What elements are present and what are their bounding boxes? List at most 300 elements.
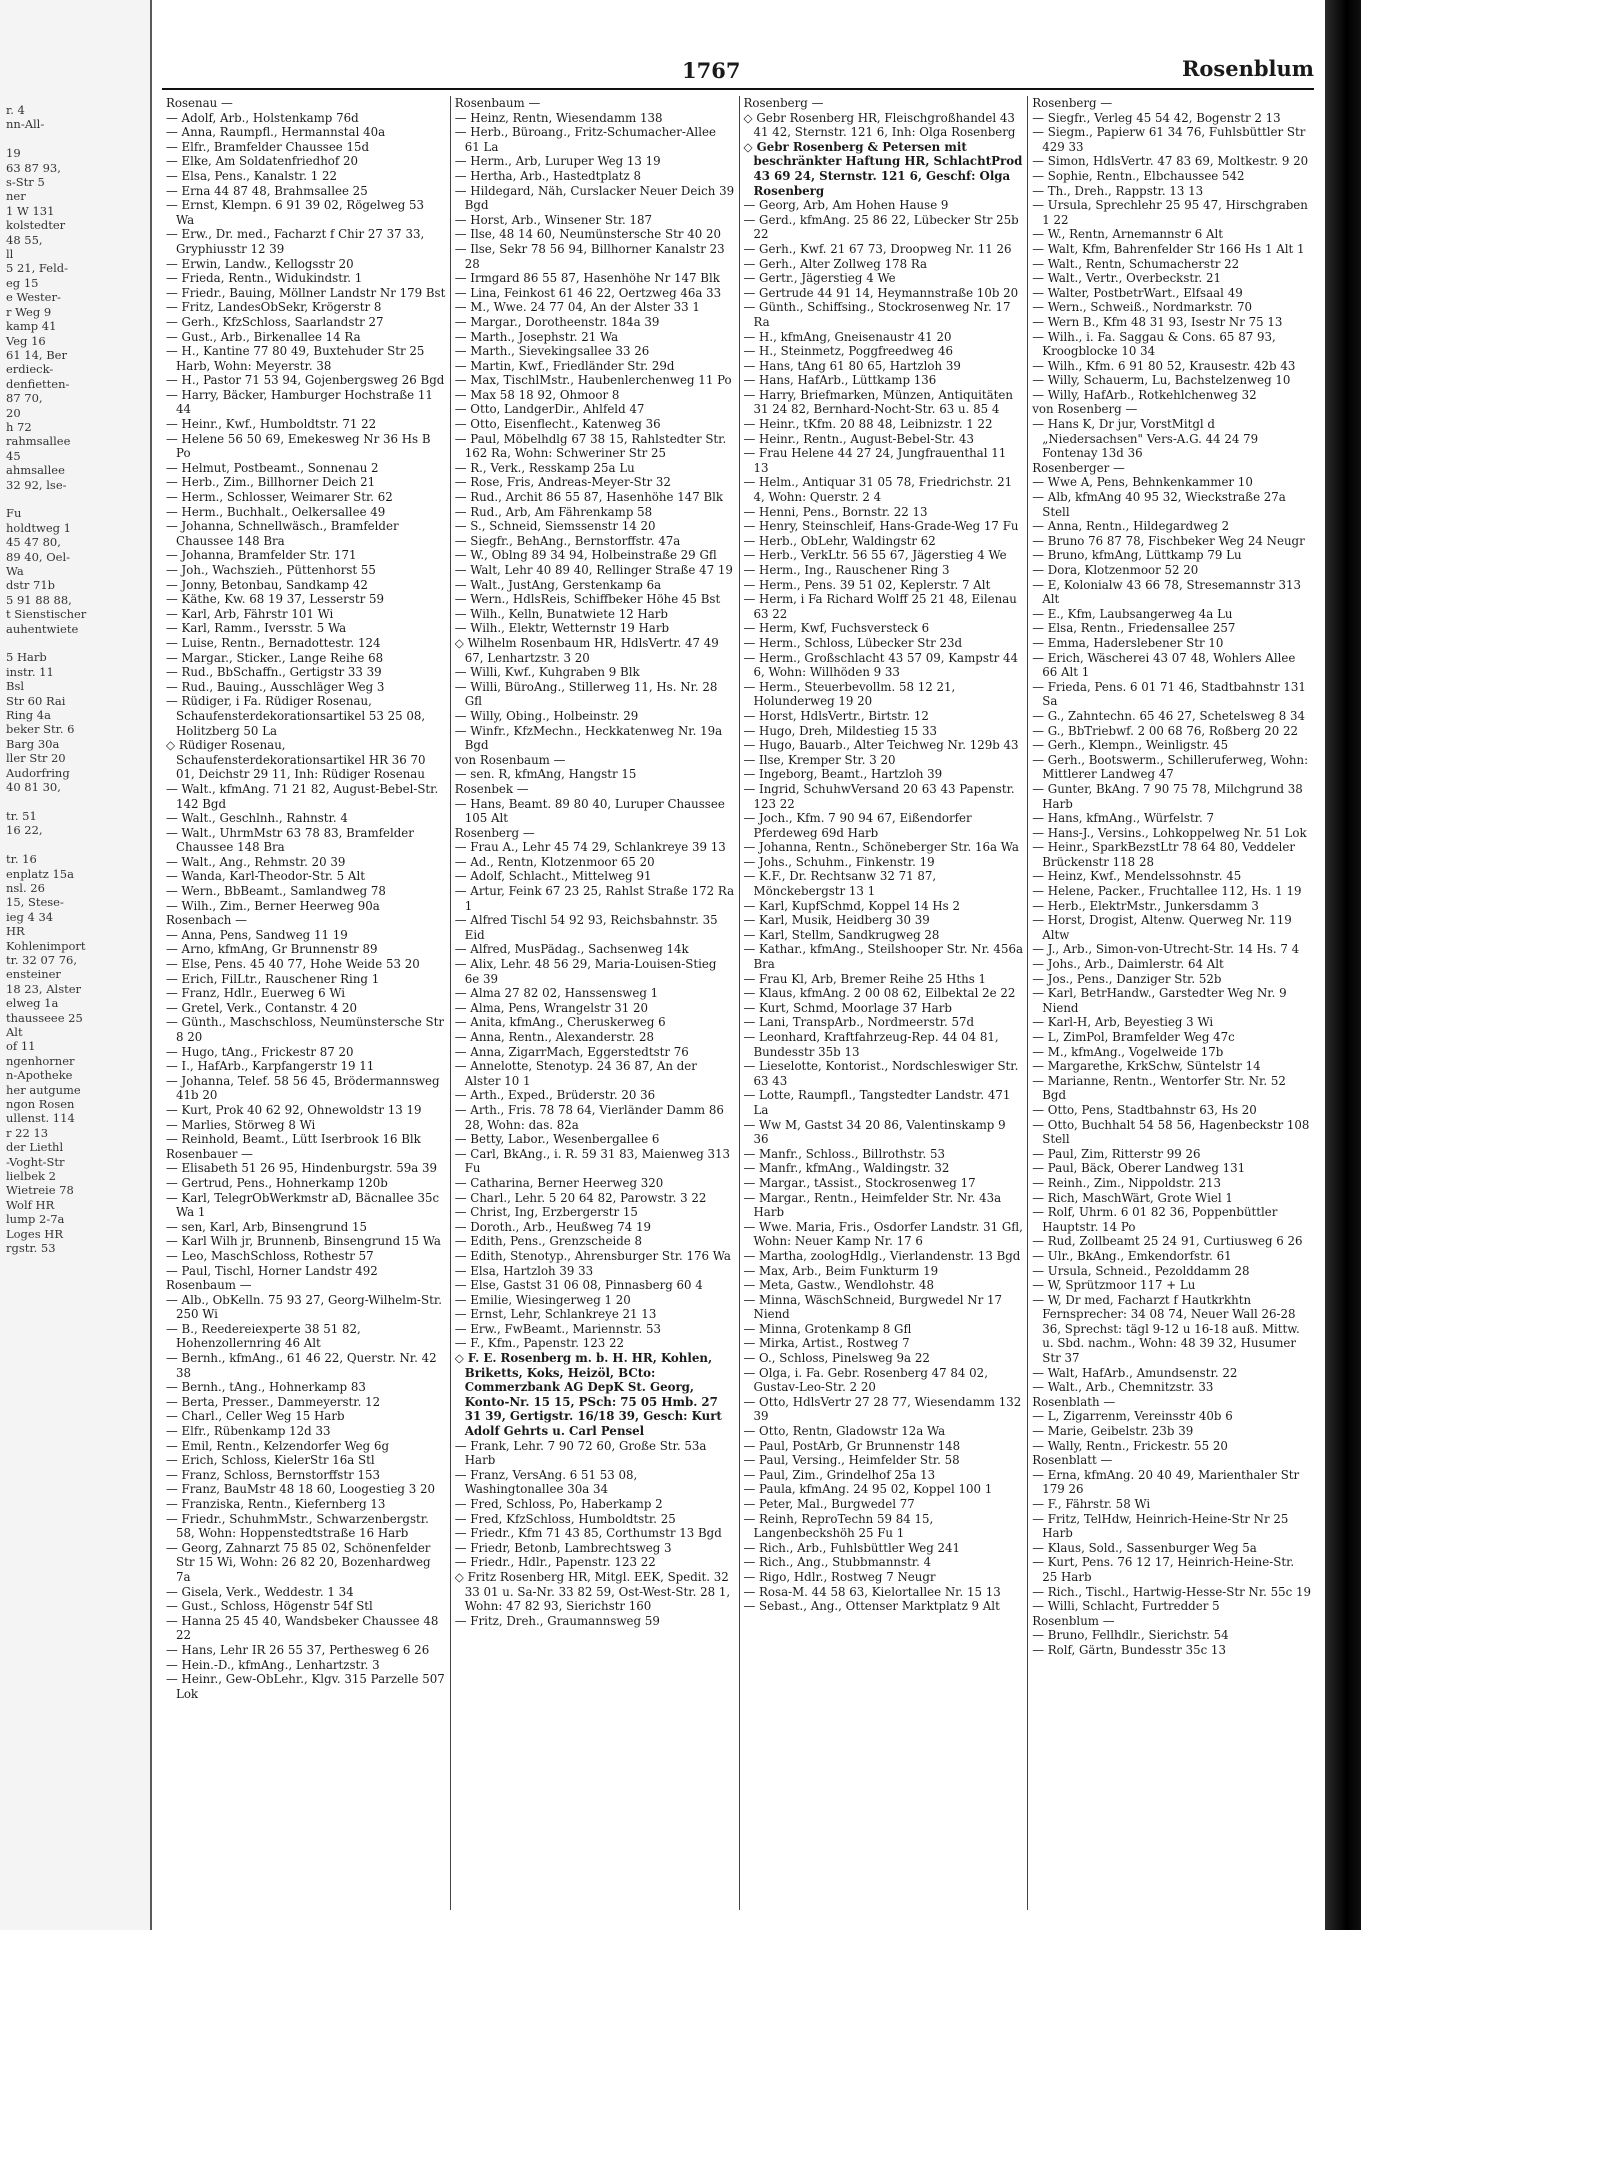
directory-entry: — Gretel, Verk., Contanstr. 4 20	[166, 1000, 358, 1015]
directory-entry: — Minna, Grotenkamp 8 Gfl	[743, 1321, 912, 1336]
directory-entry: — Emil, Rentn., Kelzendorfer Weg 6g	[166, 1438, 390, 1453]
directory-entry: — Frank, Lehr. 7 90 72 60, Große Str. 53a Harb	[454, 1438, 707, 1468]
directory-entry: — Martin, Kwf., Friedländer Str. 29d	[454, 358, 675, 373]
column-2	[450, 96, 739, 1910]
directory-entry: — Carl, BkAng., i. R. 59 31 83, Maienweg 313 Fu	[454, 1146, 731, 1176]
directory-entry: — Karl, KupfSchmd, Koppel 14 Hs 2	[743, 898, 960, 913]
directory-entry: — Heinz, Kwf., Mendelssohnstr. 45	[1032, 869, 1242, 884]
surname-heading: Rosenberg —	[1032, 96, 1113, 110]
directory-entry: — Heinz, Rentn, Wiesendamm 138	[454, 110, 663, 125]
directory-entry: — Catharina, Berner Heerweg 320	[454, 1175, 664, 1190]
directory-entry: — Franz, BauMstr 48 18 60, Loogestieg 3 20	[166, 1482, 436, 1497]
directory-entry: — H., kfmAng, Gneisenaustr 41 20	[743, 329, 952, 344]
previous-page-fragment: 61 14, Ber	[6, 347, 67, 362]
directory-entry: — Siegm., Papierw 61 34 76, Fuhlsbüttler Str 429 33	[1032, 125, 1306, 154]
directory-entry: — G., Zahntechn. 65 46 27, Schetelsweg 8 34	[1032, 708, 1305, 723]
directory-entry: — Paul, PostArb, Gr Brunnenstr 148	[743, 1438, 961, 1453]
directory-entry: — Paul, Zim, Ritterstr 99 26	[1032, 1146, 1201, 1161]
directory-entry: — Johanna, Bramfelder Str. 171	[166, 548, 357, 563]
directory-entry: — Helmut, Postbeamt., Sonnenau 2	[166, 460, 379, 475]
previous-page-fragment: holdtweg 1	[6, 520, 71, 535]
directory-entry: — Dora, Klotzenmoor 52 20	[1032, 563, 1199, 577]
directory-entry: — Hildegard, Näh, Curslacker Neuer Deich 39 Bgd	[454, 183, 735, 213]
directory-entry: — Herm., Großschlacht 43 57 09, Kampstr 44 6, Wohn: Willhöden 9 33	[743, 650, 1019, 680]
directory-entry: — Wanda, Karl-Theodor-Str. 5 Alt	[166, 869, 365, 884]
previous-page-fragment: ngon Rosen	[6, 1097, 75, 1112]
previous-page-fragment: rahmsallee	[6, 434, 71, 449]
directory-entry: — Wern., Schweiß., Nordmarkstr. 70	[1032, 300, 1252, 315]
previous-page-fragment: 45	[6, 448, 21, 463]
directory-entry: — Th., Dreh., Rappstr. 13 13	[1032, 183, 1204, 198]
directory-entry: — F., Fährstr. 58 Wi	[1032, 1497, 1151, 1511]
directory-entry: — Elisabeth 51 26 95, Hindenburgstr. 59a 39	[166, 1161, 438, 1176]
previous-page-fragment: denfietten-	[6, 376, 70, 391]
directory-entry: — Franz, Hdlr., Euerweg 6 Wi	[166, 986, 346, 1001]
directory-entry: — Max, TischlMstr., Haubenlerchenweg 11 Po	[454, 373, 732, 388]
previous-page-fragment: Bsl	[6, 679, 25, 694]
directory-entry: — Herm, Kwf, Fuchsversteck 6	[743, 621, 930, 636]
directory-entry: — Willi, Schlacht, Furtredder 5	[1032, 1599, 1220, 1614]
directory-entry: — Frau Helene 44 27 24, Jungfrauenthal 11 13	[743, 446, 1007, 475]
directory-entry: — Harry, Briefmarken, Münzen, Antiquitäten 31 24 82, Bernhard-Nocht-Str. 63 u. 85 4	[743, 387, 1013, 417]
directory-entry: — Gerh., Alter Zollweg 178 Ra	[743, 256, 928, 271]
directory-entry: — Sebast., Ang., Ottenser Marktplatz 9 Alt	[743, 1599, 1000, 1614]
surname-heading: Rosenau —	[166, 96, 233, 110]
book-gutter-shadow	[1325, 0, 1361, 1930]
directory-entry: — Karl, Ramm., Iversstr. 5 Wa	[166, 621, 347, 636]
directory-entry: — Frau A., Lehr 45 74 29, Schlankreye 39 13	[454, 840, 726, 855]
directory-entry: — G., BbTriebwf. 2 00 68 76, Roßberg 20 22	[1032, 723, 1299, 738]
directory-entry: — Erwin, Landw., Kellogsstr 20	[166, 256, 354, 271]
directory-entry: — Helene 56 50 69, Emekesweg Nr 36 Hs B Po	[166, 431, 431, 461]
directory-entry: — Artur, Feink 67 23 25, Rahlst Straße 172 Ra 1	[454, 884, 735, 913]
directory-entry: — Marth., Sievekingsallee 33 26	[454, 344, 650, 359]
directory-entry: — Max, Arb., Beim Funkturm 19	[743, 1263, 939, 1278]
previous-page-fragment: tr. 16	[6, 852, 37, 867]
directory-entry: — Margar., tAssist., Stockrosenweg 17	[743, 1175, 976, 1190]
directory-entry: — Friedr., Kfm 71 43 85, Corthumstr 13 Bgd	[454, 1526, 722, 1541]
previous-page-fragments	[0, 0, 150, 1256]
directory-entry: — Harry, Bäcker, Hamburger Hochstraße 11 44	[166, 387, 433, 417]
previous-page-fragment: ngenhorner	[6, 1053, 75, 1068]
directory-entry: — Elsa, Hartzloh 39 33	[454, 1263, 594, 1278]
directory-entry: — Kurt, Schmd, Moorlage 37 Harb	[743, 1000, 952, 1015]
previous-page-fragment: lump 2-7a	[6, 1212, 65, 1227]
directory-entry: — Fred, Schloss, Po, Haberkamp 2	[454, 1497, 663, 1511]
previous-page-fragment: ieg 4 34	[6, 909, 54, 924]
directory-entry: — Wwe. Maria, Fris., Osdorfer Landstr. 31 Gfl, Wohn: Neuer Kamp Nr. 17 6	[743, 1219, 1023, 1249]
page-header	[162, 48, 1314, 88]
directory-entry: — Otto, Buchhalt 54 58 56, Hagenbeckstr 108 Stell	[1032, 1117, 1310, 1147]
directory-entry: — Kurt, Prok 40 62 92, Ohnewoldstr 13 19	[166, 1102, 422, 1117]
directory-entry: — Friedr, Betonb, Lambrechtsweg 3	[454, 1540, 672, 1555]
previous-page-fragment: 32 92, lse-	[6, 477, 67, 492]
directory-entry: — Anna, Rentn., Alexanderstr. 28	[454, 1030, 654, 1044]
directory-entry: — M., kfmAng., Vogelweide 17b	[1032, 1044, 1224, 1059]
directory-entry: — Edith, Pens., Grenzscheide 8	[454, 1234, 643, 1249]
directory-entry: — Karl Wilh jr, Brunnenb, Binsengrund 15 Wa	[166, 1234, 441, 1249]
directory-entry: — Franz, VersAng. 6 51 53 08, Washingtonallee 30a 34	[454, 1467, 638, 1497]
directory-entry: — Heinr., SparkBezstLtr 78 64 80, Veddeler Brückenstr 118 28	[1032, 840, 1296, 869]
directory-entry: — Frau Kl, Arb, Bremer Reihe 25 Hths 1	[743, 971, 987, 986]
previous-page-fragment: -Voght-Str	[6, 1154, 65, 1169]
directory-entry: — Luise, Rentn., Bernadottestr. 124	[166, 635, 381, 650]
previous-page-fragment: eg 15	[6, 275, 39, 290]
directory-entry: — Lieselotte, Kontorist., Nordschleswiger Str. 63 43	[743, 1059, 1019, 1088]
directory-entry: — Heinr., Gew-ObLehr., Klgv. 315 Parzelle 507 Lok	[166, 1672, 445, 1701]
directory-entry: — Herb., Büroang., Fritz-Schumacher-Allee 61 La	[454, 125, 716, 154]
previous-page-fragment: elweg 1a	[6, 996, 59, 1011]
directory-entry: — Walt., Rentn, Schumacherstr 22	[1032, 256, 1240, 271]
directory-entry: — Wwe A, Pens, Behnkenkammer 10	[1032, 475, 1253, 490]
directory-entry: — Herm., Steuerbevollm. 58 12 21, Holunderweg 19 20	[743, 679, 956, 709]
running-head: Rosenblum	[1181, 56, 1314, 81]
directory-entry: — Karl, Stellm, Sandkrugweg 28	[743, 927, 940, 942]
directory-entry: — Otto, Rentn, Gladowstr 12a Wa	[743, 1424, 946, 1439]
previous-page-fragment: 5 91 88 88,	[6, 592, 72, 607]
directory-entry: — Alma, Pens, Wrangelstr 31 20	[454, 1000, 648, 1015]
directory-entry: — I., HafArb., Karpfangerstr 19 11	[166, 1059, 375, 1074]
directory-page	[152, 0, 1324, 1930]
directory-entry: — Sophie, Rentn., Elbchaussee 542	[1032, 168, 1245, 183]
directory-entry: — Adolf, Arb., Holstenkamp 76d	[166, 110, 359, 125]
directory-entry: — L, Zigarrenm, Vereinsstr 40b 6	[1032, 1409, 1233, 1424]
directory-entry: — Rüdiger, i Fa. Rüdiger Rosenau, Schaufensterdekorationsartikel 53 25 08, Holitzberg 50 La	[166, 694, 426, 738]
directory-entry: — Manfr., kfmAng., Waldingstr. 32	[743, 1161, 950, 1176]
previous-page-fragment: 45 47 80,	[6, 535, 61, 550]
directory-entry: — Walt., Geschlnh., Rahnstr. 4	[166, 811, 348, 826]
directory-entry: — Hans, HafArb., Lüttkamp 136	[743, 373, 937, 388]
previous-page-fragment: lielbek 2	[6, 1169, 56, 1184]
directory-entry: — Willi, BüroAng., Stillerweg 11, Hs. Nr. 28 Gfl	[454, 679, 718, 709]
previous-page-fragment: Veg 16	[6, 333, 46, 348]
directory-entry: — Frieda, Pens. 6 01 71 46, Stadtbahnstr 131 Sa	[1032, 679, 1306, 709]
directory-entry: — Alma 27 82 02, Hanssensweg 1	[454, 986, 659, 1001]
directory-entry: — W, Sprützmoor 117 + Lu	[1032, 1278, 1196, 1293]
directory-entry: — Ilse, 48 14 60, Neumünstersche Str 40 20	[454, 227, 721, 242]
directory-entry: — F., Kfm., Papenstr. 123 22	[454, 1336, 624, 1351]
scan-margin	[0, 1930, 1600, 2177]
previous-page-fragment: Wietreie 78	[6, 1183, 74, 1198]
directory-entry: — Henni, Pens., Bornstr. 22 13	[743, 504, 928, 519]
directory-entry: — Walt., UhrmMstr 63 78 83, Bramfelder Chaussee 148 Bra	[166, 825, 414, 855]
directory-entry: — Bernh., kfmAng., 61 46 22, Querstr. Nr. 42 38	[166, 1351, 437, 1380]
directory-entry: — H., Kantine 77 80 49, Buxtehuder Str 25 Harb, Wohn: Meyerstr. 38	[166, 344, 425, 373]
directory-entry: — Siegfr., BehAng., Bernstorffstr. 47a	[454, 533, 681, 548]
directory-columns	[162, 96, 1316, 1910]
directory-entry: — Rolf, Gärtn, Bundesstr 35c 13	[1032, 1642, 1226, 1657]
previous-page-fragment: 63 87 93,	[6, 160, 61, 175]
directory-entry: — Lotte, Raumpfl., Tangstedter Landstr. 471 La	[743, 1088, 1011, 1117]
directory-entry: — Walt., Ang., Rehmstr. 20 39	[166, 854, 346, 869]
directory-entry: — Gerh., Kwf. 21 67 73, Droopweg Nr. 11 26	[743, 241, 1012, 256]
directory-entry: — Joh., Wachszieh., Püttenhorst 55	[166, 563, 376, 577]
directory-entry: — O., Schloss, Pinelsweg 9a 22	[743, 1351, 930, 1366]
previous-page-fragment: 87 70,	[6, 391, 43, 406]
surname-heading: von Rosenbaum —	[454, 752, 566, 767]
directory-entry: — Erich, FilLtr., Rauschener Ring 1	[166, 971, 380, 986]
directory-entry: — Horst, Arb., Winsener Str. 187	[454, 212, 653, 227]
surname-heading: Rosenbaum —	[166, 1278, 252, 1293]
directory-entry: — Karl-H, Arb, Beyestieg 3 Wi	[1032, 1015, 1214, 1030]
directory-entry: — Gerd., kfmAng. 25 86 22, Lübecker Str 25b 22	[743, 212, 1019, 242]
previous-page-fragment: kamp 41	[6, 319, 57, 334]
directory-entry: — Annelotte, Stenotyp. 24 36 87, An der Alster 10 1	[454, 1059, 697, 1088]
directory-entry: — Joch., Kfm. 7 90 94 67, Eißendorfer Pferdeweg 69d Harb	[743, 811, 972, 840]
previous-page-fragment: 5 Harb	[6, 650, 47, 665]
directory-entry: — W, Dr med, Facharzt f Hautkrkhtn Fernsprecher: 34 08 74, Neuer Wall 26-28 36, Sprechst: tägl 9-12 u 16-18 auß. Mittw. u. Sbd. nachm., Wohn: 48 39 32, Husumer Str 37	[1032, 1292, 1300, 1366]
previous-page-fragment: der Liethl	[6, 1140, 64, 1155]
directory-entry: — Lina, Feinkost 61 46 22, Oertzweg 46a 33	[454, 285, 722, 300]
directory-entry: — Siegfr., Verleg 45 54 42, Bogenstr 2 13	[1032, 110, 1281, 125]
directory-entry: — Gerh., Klempn., Weinligstr. 45	[1032, 738, 1229, 753]
previous-page-fragment	[6, 132, 150, 146]
directory-entry: — Frieda, Rentn., Widukindstr. 1	[166, 271, 363, 286]
directory-entry: — Irmgard 86 55 87, Hasenhöhe Nr 147 Blk	[454, 271, 720, 286]
previous-page-fragment: tr. 51	[6, 808, 37, 823]
directory-entry: — Walt., kfmAng. 71 21 82, August-Bebel-Str. 142 Bgd	[166, 781, 439, 811]
previous-page-fragment: r Weg 9	[6, 304, 52, 319]
directory-entry: — Rigo, Hdlr., Rostweg 7 Neugr	[743, 1569, 936, 1584]
directory-entry: — Else, Gastst 31 06 08, Pinnasberg 60 4	[454, 1278, 703, 1293]
directory-entry: — Edith, Stenotyp., Ahrensburger Str. 176 Wa	[454, 1248, 731, 1263]
column-1	[162, 96, 450, 1910]
previous-page-fragment: ullenst. 114	[6, 1111, 75, 1126]
previous-page-fragment: n-Apotheke	[6, 1068, 73, 1083]
directory-entry: — Anna, Raumpfl., Hermannstal 40a	[166, 125, 386, 140]
directory-entry: — Erich, Schloss, KielerStr 16a Stl	[166, 1453, 375, 1468]
previous-page-fragment: 1 W 131	[6, 203, 55, 218]
directory-entry: — Rud, Zollbeamt 25 24 91, Curtiusweg 6 26	[1032, 1234, 1303, 1249]
directory-entry: — Else, Pens. 45 40 77, Hohe Weide 53 20	[166, 957, 420, 972]
directory-entry: — Martha, zoologHdlg., Vierlandenstr. 13 Bgd	[743, 1248, 1021, 1263]
surname-heading: von Rosenberg —	[1032, 402, 1138, 417]
directory-entry: ◇ Wilhelm Rosenbaum HR, HdlsVertr. 47 49 67, Lenhartzstr. 3 20	[454, 635, 719, 665]
page-number: 1767	[682, 58, 741, 83]
directory-entry: — Ulr., BkAng., Emkendorfstr. 61	[1032, 1248, 1232, 1263]
previous-page-fragment: 16 22,	[6, 823, 43, 838]
surname-heading: Rosenbach —	[166, 913, 247, 928]
previous-page-fragment: 48 55,	[6, 232, 43, 247]
previous-page-fragment: Str 60 Rai	[6, 693, 66, 708]
directory-entry: — Leonhard, Kraftfahrzeug-Rep. 44 04 81, Bundesstr 35b 13	[743, 1030, 999, 1059]
directory-entry: — Winfr., KfzMechn., Heckkatenweg Nr. 19a Bgd	[454, 723, 723, 753]
previous-page-fragment: 20	[6, 405, 21, 420]
surname-heading: Rosenberg —	[743, 96, 824, 110]
directory-entry: — Alix, Lehr. 48 56 29, Maria-Louisen-Stieg 6e 39	[454, 957, 717, 986]
directory-entry: — Gerh., Bootswerm., Schilleruferweg, Wohn: Mittlerer Landweg 47	[1032, 752, 1309, 782]
directory-entry: — Hanna 25 45 40, Wandsbeker Chaussee 48 22	[166, 1613, 439, 1643]
directory-entry: — Rud., Archit 86 55 87, Hasenhöhe 147 Blk	[454, 490, 724, 505]
directory-entry: — Arth., Fris. 78 78 64, Vierländer Damm 86 28, Wohn: das. 82a	[454, 1102, 724, 1132]
previous-page-fragment: 19	[6, 146, 21, 161]
directory-entry: ◇ Gebr Rosenberg & Petersen mit beschränkter Haftung HR, SchlachtProd 43 69 24, Sternstr. 121 6, Geschf: Olga Rosenberg	[743, 139, 1023, 198]
directory-entry: — Willy, Obing., Holbeinstr. 29	[454, 708, 639, 723]
directory-entry: — Wern B., Kfm 48 31 93, Isestr Nr 75 13	[1032, 314, 1283, 329]
directory-entry: — Johanna, Rentn., Schöneberger Str. 16a Wa	[743, 840, 1019, 855]
directory-entry: — Minna, WäschSchneid, Burgwedel Nr 17 Niend	[743, 1292, 1003, 1322]
directory-entry: — E., Kfm, Laubsangerweg 4a Lu	[1032, 606, 1233, 621]
previous-page-fragment: erdieck-	[6, 362, 54, 377]
directory-entry: — Karl, Musik, Heidberg 30 39	[743, 913, 930, 928]
directory-entry: — Rich., Ang., Stubbmannstr. 4	[743, 1555, 932, 1570]
directory-entry: — sen, Karl, Arb, Binsengrund 15	[166, 1219, 368, 1234]
directory-entry: — Bruno, kfmAng, Lüttkamp 79 Lu	[1032, 548, 1242, 563]
directory-entry: — Reinhold, Beamt., Lütt Iserbrook 16 Blk	[166, 1132, 421, 1147]
directory-entry: — Karl, Arb, Fährstr 101 Wi	[166, 606, 334, 621]
directory-entry: — Gunter, BkAng. 7 90 75 78, Milchgrund 38 Harb	[1032, 781, 1303, 811]
directory-entry: — Ursula, Schneid., Pezolddamm 28	[1032, 1263, 1250, 1278]
directory-entry: — Günth., Maschschloss, Neumünstersche Str 8 20	[166, 1015, 445, 1044]
directory-entry: — Rud., Arb, Am Fährenkamp 58	[454, 504, 653, 519]
previous-page-fragment: auhentwiete	[6, 621, 79, 636]
directory-entry: — Meta, Gastw., Wendlohstr. 48	[743, 1278, 934, 1293]
directory-entry: — Käthe, Kw. 68 19 37, Lesserstr 59	[166, 592, 384, 607]
directory-entry: — Hans, tAng 61 80 65, Hartzloh 39	[743, 358, 961, 373]
directory-entry: — Herm., Pens. 39 51 02, Keplerstr. 7 Alt	[743, 577, 991, 592]
directory-entry: — Peter, Mal., Burgwedel 77	[743, 1497, 915, 1511]
directory-entry: — Alb, kfmAng 40 95 32, Wieckstraße 27a Stell	[1032, 490, 1286, 519]
directory-entry: — Herm., Schlosser, Weimarer Str. 62	[166, 490, 393, 505]
directory-entry: — Wern., BbBeamt., Samlandweg 78	[166, 884, 386, 899]
directory-entry: ◇ Gebr Rosenberg HR, Fleischgroßhandel 43 41 42, Sternstr. 121 6, Inh: Olga Rosenberg	[743, 110, 1016, 140]
directory-entry: — Karl, TelegrObWerkmstr aD, Bäcnallee 35c Wa 1	[166, 1190, 440, 1220]
directory-entry: — Margar., Rentn., Heimfelder Str. Nr. 43a Harb	[743, 1190, 1002, 1220]
directory-entry: — Rud., Bauing., Ausschläger Weg 3	[166, 679, 385, 694]
directory-entry: — Hans K, Dr jur, VorstMitgl d „Niedersachsen" Vers-A.G. 44 24 79 Fontenay 13d 36	[1032, 417, 1259, 461]
directory-entry: — Johanna, Telef. 58 56 45, Brödermannsweg 41b 20	[166, 1073, 440, 1103]
directory-entry: — Wilh., i. Fa. Saggau & Cons. 65 87 93, Kroogblocke 10 34	[1032, 329, 1276, 359]
previous-page-fragment: 40 81 30,	[6, 780, 61, 795]
directory-entry: — Arno, kfmAng, Gr Brunnenstr 89	[166, 942, 378, 957]
directory-entry: — Olga, i. Fa. Gebr. Rosenberg 47 84 02, Gustav-Leo-Str. 2 20	[743, 1365, 988, 1395]
directory-entry: — Rose, Fris, Andreas-Meyer-Str 32	[454, 475, 671, 490]
directory-entry: — Marianne, Rentn., Wentorfer Str. Nr. 52 Bgd	[1032, 1073, 1286, 1103]
directory-entry: — Heinr., Rentn., August-Bebel-Str. 43	[743, 431, 974, 446]
previous-page-fragment	[6, 838, 150, 852]
directory-entry: — Gust., Schloss, Högenstr 54f Stl	[166, 1599, 373, 1614]
directory-entry: — Bernh., tAng., Hohnerkamp 83	[166, 1380, 366, 1395]
directory-entry: — Bruno, Fellhdlr., Sierichstr. 54	[1032, 1628, 1229, 1643]
directory-entry: — Herm., Schloss, Lübecker Str 23d	[743, 635, 963, 650]
directory-entry: — Elsa, Rentn., Friedensallee 257	[1032, 621, 1236, 636]
directory-entry: — W., Oblng 89 34 94, Holbeinstraße 29 Gfl	[454, 548, 717, 563]
directory-entry: — Otto, Pens, Stadtbahnstr 63, Hs 20	[1032, 1102, 1257, 1117]
previous-page-fragment: nn-All-	[6, 117, 45, 132]
directory-entry: — Rich, MaschWärt, Grote Wiel 1	[1032, 1190, 1233, 1205]
directory-entry: — Gisela, Verk., Weddestr. 1 34	[166, 1584, 354, 1599]
directory-entry: — Alb., ObKelln. 75 93 27, Georg-Wilhelm-Str. 250 Wi	[166, 1292, 442, 1322]
directory-entry: — Ilse, Kremper Str. 3 20	[743, 752, 896, 767]
previous-page-fragment: r 22 13	[6, 1125, 49, 1140]
previous-page-fragment: HR	[6, 924, 25, 939]
directory-entry: — Herb., Zim., Billhorner Deich 21	[166, 475, 376, 490]
directory-entry: — Charl., Celler Weg 15 Harb	[166, 1409, 345, 1424]
directory-entry: — Erw., FwBeamt., Mariennstr. 53	[454, 1321, 661, 1336]
directory-entry: — Otto, Eisenflecht., Katenweg 36	[454, 417, 661, 432]
directory-entry: — Herb., VerkLtr. 56 55 67, Jägerstieg 4 We	[743, 548, 1007, 563]
previous-page-fragment: ller Str 20	[6, 751, 66, 766]
previous-page-fragment: 18 23, Alster	[6, 981, 82, 996]
directory-entry: — Wilh., Kfm. 6 91 80 52, Krausestr. 42b 43	[1032, 358, 1296, 373]
previous-page-fragment: h 72	[6, 419, 32, 434]
directory-entry: — Emilie, Wiesingerweg 1 20	[454, 1292, 631, 1307]
directory-entry: — Gertrude 44 91 14, Heymannstraße 10b 20	[743, 285, 1019, 300]
surname-heading: Rosenblum —	[1032, 1613, 1115, 1628]
directory-entry: — Marlies, Störweg 8 Wi	[166, 1117, 316, 1132]
directory-entry: — Günth., Schiffsing., Stockrosenweg Nr. 17 Ra	[743, 300, 1011, 329]
directory-entry: — Fritz, Dreh., Graumannsweg 59	[454, 1613, 660, 1628]
directory-entry: — Kurt, Pens. 76 12 17, Heinrich-Heine-Str. 25 Harb	[1032, 1555, 1295, 1584]
previous-page-fragment: Wa	[6, 564, 24, 578]
directory-entry: — Manfr., Schloss., Billrothstr. 53	[743, 1146, 945, 1161]
directory-entry: — Charl., Lehr. 5 20 64 82, Parowstr. 3 22	[454, 1190, 707, 1205]
directory-entry: ◇ Rüdiger Rosenau, Schaufensterdekorationsartikel HR 36 70 01, Deichstr 29 11, Inh: Rüdiger Rosenau	[166, 738, 426, 782]
directory-entry: — Friedr., Hdlr., Papenstr. 123 22	[454, 1555, 656, 1570]
directory-entry: — Paul, Tischl, Horner Landstr 492	[166, 1263, 378, 1278]
directory-entry: — sen. R, kfmAng, Hangstr 15	[454, 767, 637, 782]
directory-entry: — Ursula, Sprechlehr 25 95 47, Hirschgraben 1 22	[1032, 198, 1308, 227]
directory-entry: — Anna, Rentn., Hildegardweg 2	[1032, 519, 1230, 534]
directory-entry: — Lani, TranspArb., Nordmeerstr. 57d	[743, 1015, 975, 1030]
previous-page-fragment: Barg 30a	[6, 736, 60, 751]
directory-entry: — Rosa-M. 44 58 63, Kielortallee Nr. 15 13	[743, 1584, 1001, 1599]
previous-page-fragment: nsl. 26	[6, 880, 45, 895]
directory-entry: — Wilh., Elektr, Wetternstr 19 Harb	[454, 621, 670, 636]
previous-page-fragment: enplatz 15a	[6, 866, 74, 881]
directory-entry: — Wilh., Kelln, Bunatwiete 12 Harb	[454, 606, 668, 621]
directory-entry: — Fritz, TelHdw, Heinrich-Heine-Str Nr 25 Harb	[1032, 1511, 1289, 1541]
directory-entry: — Otto, HdlsVertr 27 28 77, Wiesendamm 132 39	[743, 1394, 1022, 1424]
directory-entry: — Willy, Schauerm, Lu, Bachstelzenweg 10	[1032, 373, 1291, 388]
previous-page-fragment: ensteiner	[6, 967, 61, 982]
directory-entry: — Doroth., Arb., Heußweg 74 19	[454, 1219, 652, 1234]
directory-entry: — Erw., Dr. med., Facharzt f Chir 27 37 33, Gryphiusstr 12 39	[166, 227, 425, 256]
directory-entry: — Walt., JustAng, Gerstenkamp 6a	[454, 577, 662, 592]
previous-page-fragment: 15, Stese-	[6, 895, 64, 910]
previous-page-fragment: Audorfring	[6, 765, 70, 780]
directory-entry: — Hans, kfmAng., Würfelstr. 7	[1032, 811, 1215, 826]
directory-entry: — Rolf, Uhrm. 6 01 82 36, Poppenbüttler Hauptstr. 14 Po	[1032, 1205, 1278, 1234]
directory-entry: — Heinr., tKfm. 20 88 48, Leibnizstr. 1 22	[743, 417, 993, 432]
directory-entry: — Elfr., Rübenkamp 12d 33	[166, 1424, 331, 1439]
directory-entry: — Helm., Antiquar 31 05 78, Friedrichstr. 21 4, Wohn: Querstr. 2 4	[743, 475, 1013, 505]
previous-page-fragment: instr. 11	[6, 664, 54, 679]
surname-heading: Rosenberg —	[454, 825, 535, 840]
directory-entry: — Paul, Zim., Grindelhof 25a 13	[743, 1467, 936, 1482]
directory-entry: — Herm., Ing., Rauschener Ring 3	[743, 563, 950, 577]
previous-page-fragment: her autgume	[6, 1082, 81, 1097]
directory-entry: ◇ F. E. Rosenberg m. b. H. HR, Kohlen, Briketts, Koks, Heizöl, BCto: Commerzbank AG DepK St. Georg, Konto-Nr. 15 15, PSch: 75 05 Hmb. 27 31 39, Gertigstr. 16/18 39, Gesch: Kurt Adolf Gehrts u. Carl Pensel	[454, 1351, 722, 1439]
directory-entry: — Simon, HdlsVertr. 47 83 69, Moltkestr. 9 20	[1032, 154, 1309, 169]
directory-entry: — Ernst, Klempn. 6 91 39 02, Rögelweg 53 Wa	[166, 198, 425, 227]
directory-entry: — Karl, BetrHandw., Garstedter Weg Nr. 9 Niend	[1032, 986, 1287, 1015]
previous-page-fragment: rgstr. 53	[6, 1241, 56, 1256]
directory-entry: — Paul, Versing., Heimfelder Str. 58	[743, 1453, 960, 1468]
directory-entry: — L, ZimPol, Bramfelder Weg 47c	[1032, 1030, 1235, 1044]
directory-entry: — Georg, Zahnarzt 75 85 02, Schönenfelder Str 15 Wi, Wohn: 26 82 20, Bozenhardweg 7a	[166, 1540, 431, 1584]
directory-entry: — Herb., ObLehr, Waldingstr 62	[743, 533, 936, 548]
column-3	[739, 96, 1028, 1910]
directory-entry: — K.F., Dr. Rechtsanw 32 71 87, Mönckebergstr 13 1	[743, 869, 937, 899]
directory-entry: — Otto, LandgerDir., Ahlfeld 47	[454, 402, 645, 417]
directory-entry: — Max 58 18 92, Ohmoor 8	[454, 387, 620, 402]
directory-entry: — Horst, Drogist, Altenw. Querweg Nr. 119 Altw	[1032, 913, 1292, 942]
directory-entry: — Wilh., Zim., Berner Heerweg 90a	[166, 898, 380, 913]
directory-entry: — Alfred Tischl 54 92 93, Reichsbahnstr. 35 Eid	[454, 913, 718, 942]
directory-entry: — Hugo, Dreh, Mildestieg 15 33	[743, 723, 938, 738]
directory-entry: — Gertr., Jägerstieg 4 We	[743, 271, 896, 286]
